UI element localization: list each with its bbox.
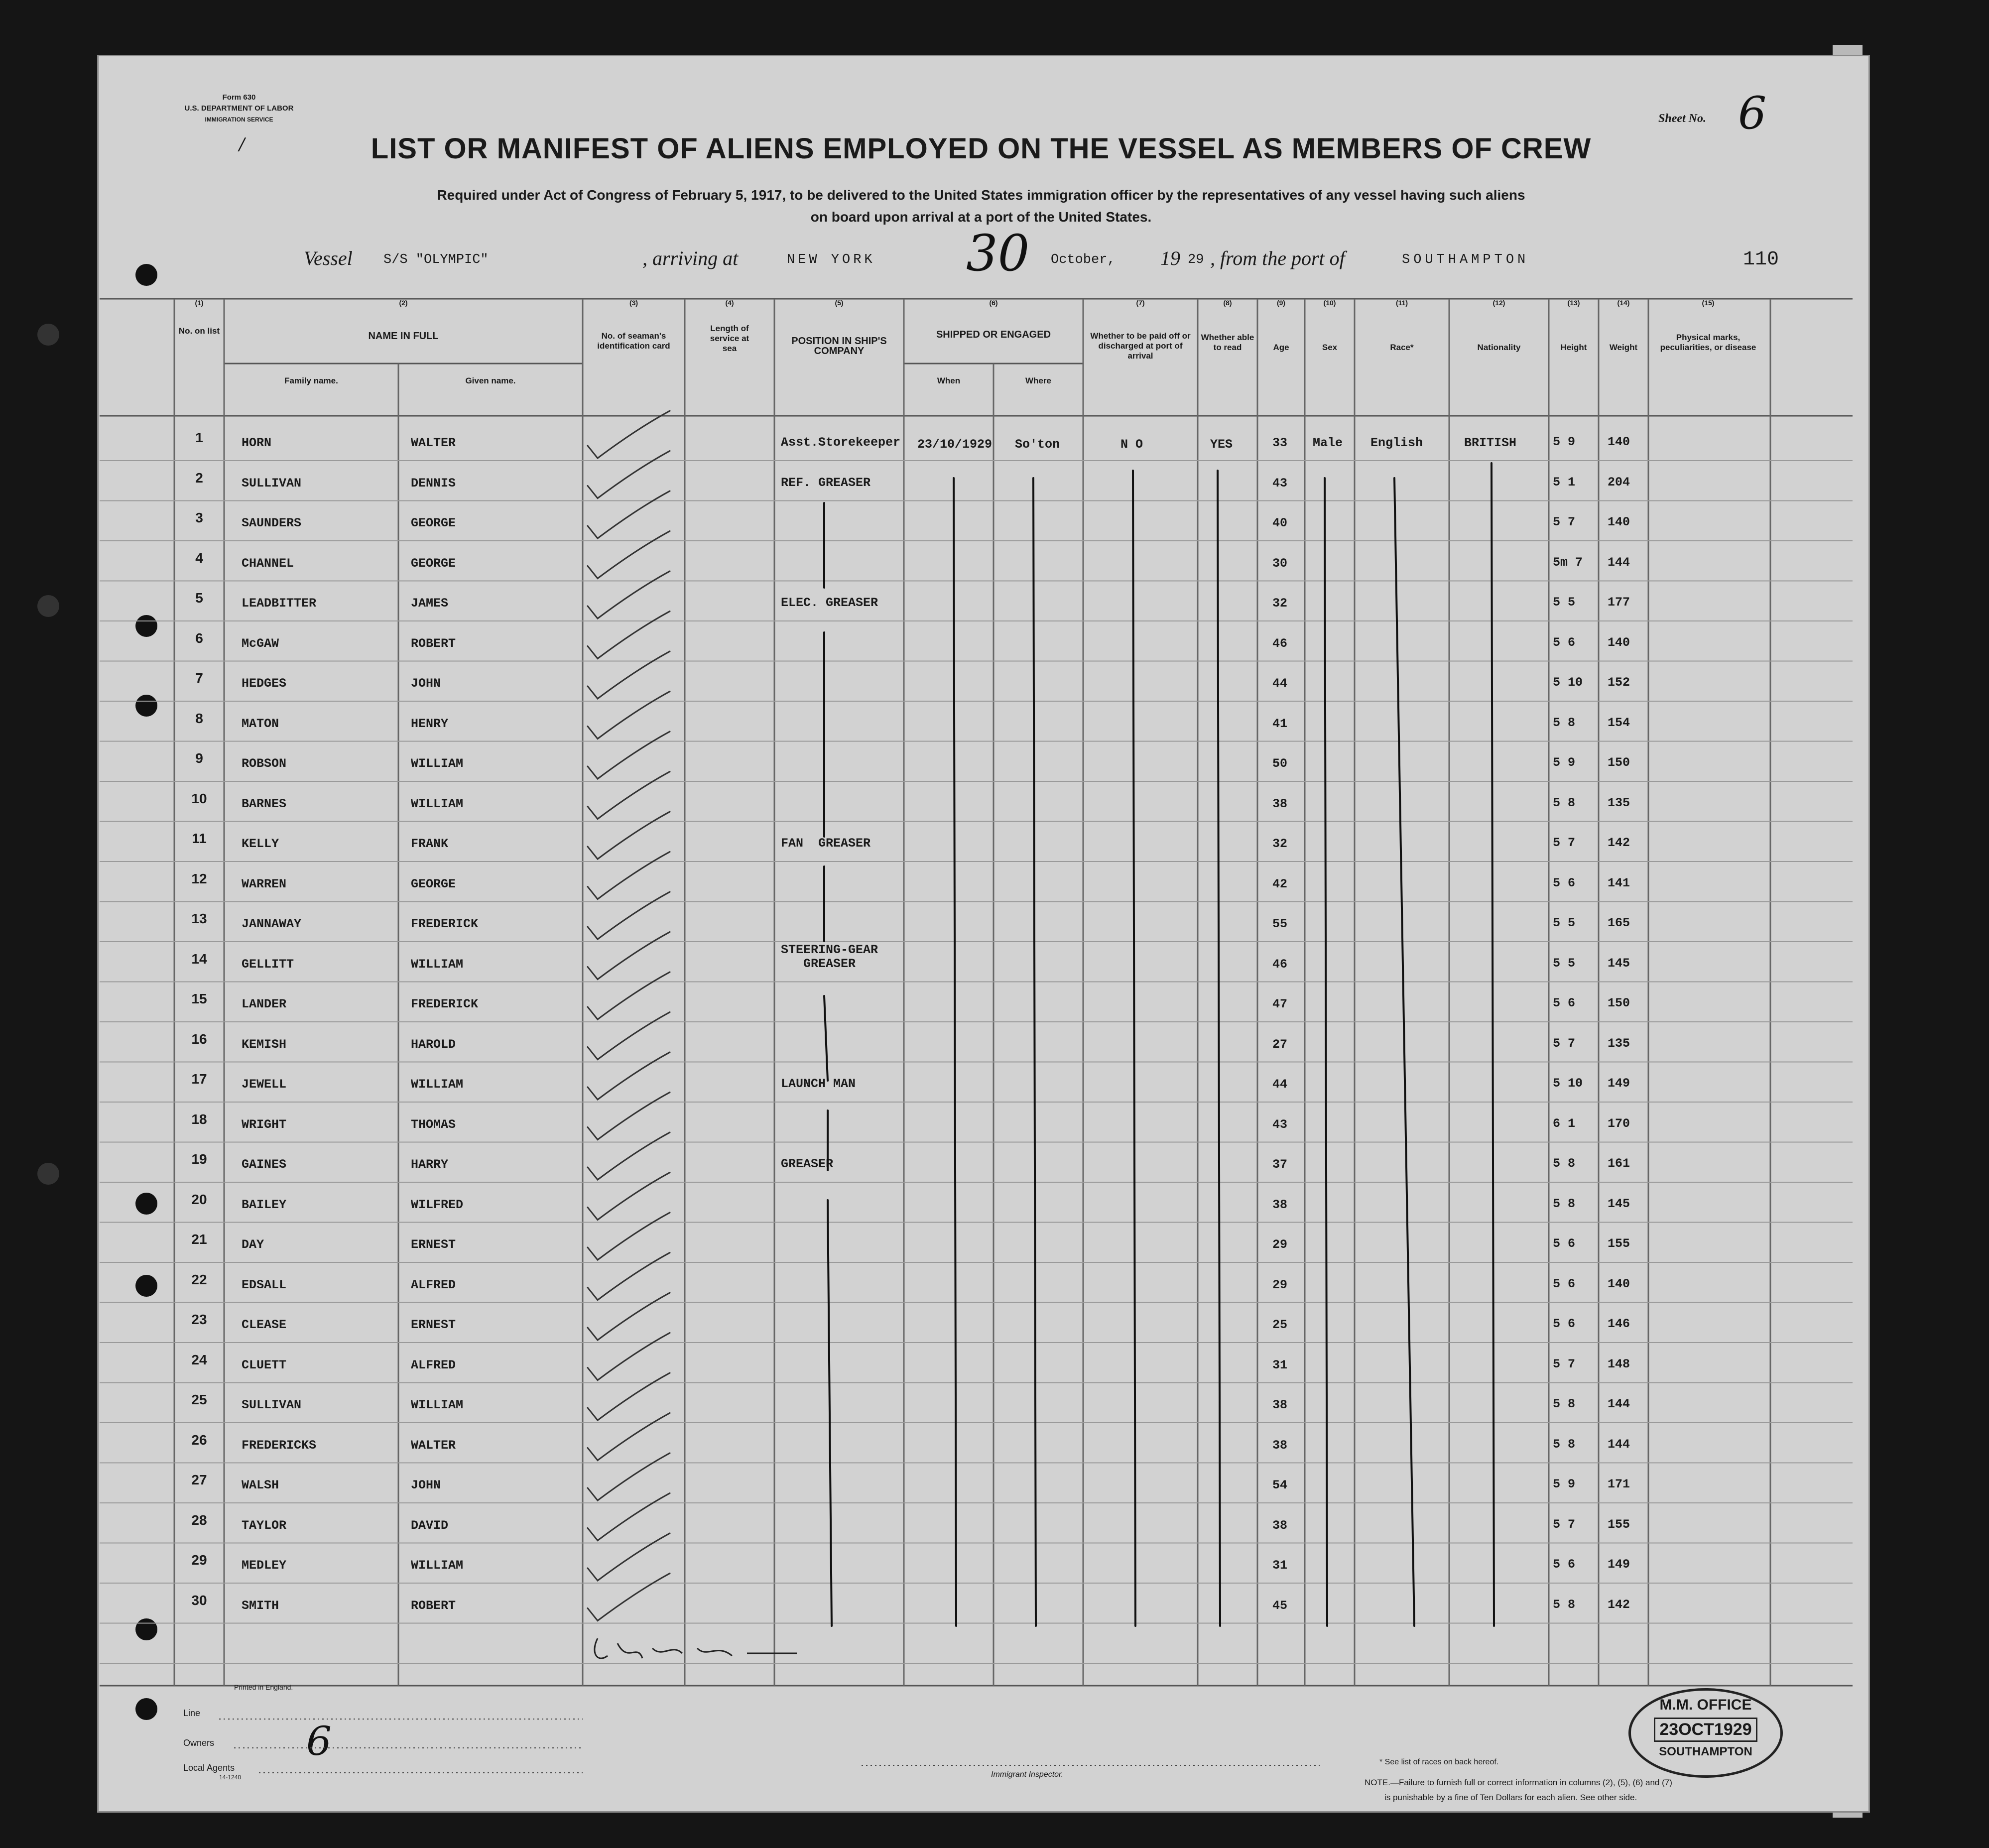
col-5-number: (5) — [835, 299, 844, 307]
family-name: BARNES — [242, 796, 287, 811]
office-stamp — [1628, 1688, 1783, 1778]
weight: 135 — [1608, 795, 1630, 810]
age: 31 — [1272, 1357, 1288, 1372]
height: 5 8 — [1553, 1437, 1576, 1452]
col-6-label: SHIPPED OR ENGAGED — [936, 329, 1051, 340]
family-name: WALSH — [242, 1478, 279, 1492]
height: 5 7 — [1553, 1517, 1576, 1532]
given-name: JOHN — [411, 676, 441, 691]
sheet-number: 6 — [1738, 87, 1767, 139]
col-8-number: (8) — [1223, 299, 1232, 307]
arrival-port: NEW YORK — [787, 252, 875, 267]
given-name: WALTER — [411, 436, 456, 450]
age: 45 — [1272, 1598, 1288, 1613]
family-name: SMITH — [242, 1598, 279, 1613]
weight: 145 — [1608, 956, 1630, 971]
height: 5 10 — [1553, 675, 1583, 690]
height: 5 5 — [1553, 916, 1576, 930]
weight: 144 — [1608, 1437, 1630, 1452]
row-number: 30 — [191, 1592, 207, 1608]
row-number: 24 — [191, 1352, 207, 1367]
given-name: HARRY — [411, 1157, 449, 1172]
age: 29 — [1272, 1237, 1288, 1252]
row-number: 23 — [191, 1312, 207, 1327]
nationality: BRITISH — [1464, 436, 1517, 450]
given-name: WILLIAM — [411, 957, 464, 972]
col-14-label: Weight — [1609, 343, 1638, 352]
height: 5m 7 — [1553, 555, 1583, 570]
col-1-label: No. on list — [178, 326, 220, 336]
col-2-number: (2) — [399, 299, 408, 307]
vessel-label: Vessel — [304, 247, 353, 269]
given-name: WILLIAM — [411, 1077, 464, 1092]
service: IMMIGRATION SERVICE — [205, 116, 273, 123]
family-name: KEMISH — [242, 1037, 287, 1052]
from-label: , from the port of — [1210, 247, 1345, 269]
height: 5 9 — [1553, 755, 1576, 770]
able-to-read: YES — [1210, 437, 1233, 452]
age: 43 — [1272, 1117, 1288, 1132]
family-name: ROBSON — [242, 756, 287, 771]
row-number: 15 — [191, 991, 207, 1006]
agents-number: 6 — [306, 1718, 332, 1764]
row-number: 2 — [195, 470, 203, 486]
tick-mark: / — [239, 134, 245, 154]
age: 40 — [1272, 516, 1288, 530]
weight: 171 — [1608, 1477, 1630, 1491]
weight: 204 — [1608, 475, 1630, 490]
weight: 154 — [1608, 715, 1630, 730]
given-name: WILLIAM — [411, 756, 464, 771]
row-number: 12 — [191, 870, 207, 886]
weight: 135 — [1608, 1036, 1630, 1051]
agents-label: Local Agents — [183, 1763, 235, 1773]
race: English — [1370, 436, 1423, 450]
given-name: FREDERICK — [411, 997, 479, 1011]
weight: 145 — [1608, 1196, 1630, 1211]
family-name: GAINES — [242, 1157, 287, 1172]
age: 46 — [1272, 957, 1288, 972]
height: 5 9 — [1553, 435, 1576, 449]
height: 5 1 — [1553, 475, 1576, 490]
position: LAUNCH MAN — [781, 1077, 856, 1091]
year-suffix: 29 — [1188, 252, 1204, 267]
given-name: WILLIAM — [411, 796, 464, 811]
weight: 155 — [1608, 1236, 1630, 1251]
family-name: CHANNEL — [242, 556, 294, 571]
col-12-label: Nationality — [1477, 343, 1521, 352]
height: 5 7 — [1553, 1356, 1576, 1371]
row-number: 10 — [191, 790, 207, 806]
row-number: 22 — [191, 1271, 207, 1287]
vessel-name: S/S "OLYMPIC" — [383, 252, 489, 267]
family-name: WRIGHT — [242, 1117, 287, 1132]
family-name: BAILEY — [242, 1197, 287, 1212]
given-name: WALTER — [411, 1438, 456, 1453]
family-name: FREDERICKS — [242, 1438, 317, 1453]
height: 5 6 — [1553, 996, 1576, 1010]
arriving-label: , arriving at — [642, 247, 739, 269]
weight: 148 — [1608, 1356, 1630, 1371]
age: 38 — [1272, 796, 1288, 811]
arrival-day: 30 — [966, 224, 1030, 282]
weight: 140 — [1608, 1276, 1630, 1291]
subtitle-line-2: on board upon arrival at a port of the United States. — [810, 209, 1152, 225]
age: 33 — [1272, 436, 1288, 450]
age: 44 — [1272, 1077, 1288, 1092]
family-name: MEDLEY — [242, 1558, 287, 1573]
col-10-number: (10) — [1323, 299, 1336, 307]
age: 32 — [1272, 596, 1288, 611]
family-name: HORN — [242, 436, 272, 450]
row-number: 3 — [195, 510, 203, 525]
weight: 155 — [1608, 1517, 1630, 1532]
age: 38 — [1272, 1438, 1288, 1453]
age: 44 — [1272, 676, 1288, 691]
given-name: ROBERT — [411, 636, 456, 651]
height: 5 10 — [1553, 1076, 1583, 1091]
age: 38 — [1272, 1398, 1288, 1412]
age: 54 — [1272, 1478, 1288, 1492]
given-name: JAMES — [411, 596, 449, 611]
col-7-label: Whether to be paid off or discharged at port of arrival — [1090, 331, 1191, 361]
form-code: 14-1240 — [219, 1774, 242, 1781]
height: 5 8 — [1553, 1397, 1576, 1411]
printed-note: Printed in England. — [234, 1683, 293, 1691]
col-10-label: Sex — [1322, 343, 1338, 352]
family-name: GELLITT — [242, 957, 294, 972]
weight: 144 — [1608, 1397, 1630, 1411]
row-number: 14 — [191, 951, 207, 967]
weight: 142 — [1608, 836, 1630, 850]
row-number: 11 — [192, 831, 207, 846]
races-note: * See list of races on back hereof. — [1379, 1758, 1499, 1766]
weight: 140 — [1608, 635, 1630, 650]
col-14-number: (14) — [1617, 299, 1630, 307]
col-given-label: Given name. — [465, 376, 516, 385]
age: 27 — [1272, 1037, 1288, 1052]
sheet-label: Sheet No. — [1658, 112, 1706, 125]
row-number: 17 — [191, 1071, 207, 1087]
shipped-when: 23/10/1929 — [917, 437, 993, 452]
position: ELEC. GREASER — [781, 596, 878, 610]
row-number: 13 — [191, 911, 207, 926]
age: 43 — [1272, 476, 1288, 491]
reference-number: 110 — [1743, 248, 1779, 271]
age: 31 — [1272, 1558, 1288, 1573]
shipped-where: So'ton — [1015, 437, 1060, 452]
row-number: 4 — [195, 550, 203, 566]
family-name: CLEASE — [242, 1318, 287, 1332]
height: 5 8 — [1553, 1156, 1576, 1171]
row-number: 28 — [191, 1512, 207, 1528]
given-name: GEORGE — [411, 516, 456, 530]
age: 32 — [1272, 837, 1288, 851]
col-11-label: Race* — [1390, 343, 1414, 352]
col-where-label: Where — [1025, 376, 1051, 385]
height: 5 6 — [1553, 635, 1576, 650]
family-name: MATON — [242, 716, 279, 731]
given-name: GEORGE — [411, 876, 456, 891]
fine-note-1: NOTE.—Failure to furnish full or correct information in columns (2), (5), (6) and (7) — [1365, 1778, 1672, 1787]
height: 5 6 — [1553, 1276, 1576, 1291]
height: 6 1 — [1553, 1116, 1576, 1131]
family-name: McGAW — [242, 636, 279, 651]
height: 5 6 — [1553, 1317, 1576, 1331]
age: 50 — [1272, 756, 1288, 771]
row-number: 21 — [191, 1232, 207, 1247]
weight: 141 — [1608, 875, 1630, 890]
weight: 142 — [1608, 1597, 1630, 1612]
family-name: CLUETT — [242, 1357, 287, 1372]
age: 38 — [1272, 1197, 1288, 1212]
col-3-number: (3) — [629, 299, 638, 307]
given-name: GEORGE — [411, 556, 456, 571]
col-9-number: (9) — [1276, 299, 1286, 307]
row-number: 8 — [195, 710, 203, 726]
age: 30 — [1272, 556, 1288, 571]
height: 5 7 — [1553, 836, 1576, 850]
row-number: 1 — [195, 430, 203, 445]
col-1-number: (1) — [195, 299, 204, 307]
position: REF. GREASER — [781, 475, 871, 490]
family-name: SAUNDERS — [242, 516, 302, 530]
col-4-label: Length of service at sea — [710, 324, 749, 353]
given-name: ALFRED — [411, 1357, 456, 1372]
row-number: 7 — [195, 670, 203, 686]
weight: 150 — [1608, 755, 1630, 770]
family-name: LANDER — [242, 997, 287, 1011]
col-15-number: (15) — [1702, 299, 1715, 307]
col-15-label: Physical marks, peculiarities, or disease — [1660, 333, 1756, 352]
height: 5 6 — [1553, 875, 1576, 890]
sex: Male — [1313, 436, 1343, 450]
age: 37 — [1272, 1157, 1288, 1172]
year-prefix: 19 — [1160, 247, 1180, 269]
age: 46 — [1272, 636, 1288, 651]
family-name: KELLY — [242, 837, 279, 851]
position: GREASER — [781, 1157, 834, 1171]
departure-port: SOUTHAMPTON — [1402, 252, 1529, 267]
form-number: Form 630 — [222, 93, 256, 102]
line-label: Line — [183, 1708, 201, 1718]
col-2-label: NAME IN FULL — [368, 331, 439, 342]
weight: 150 — [1608, 996, 1630, 1010]
weight: 170 — [1608, 1116, 1630, 1131]
weight: 149 — [1608, 1557, 1630, 1572]
age: 41 — [1272, 716, 1288, 731]
subtitle-line-1: Required under Act of Congress of February 5, 1917, to be delivered to the United States immigration officer by the representatives of any vessel having such aliens — [437, 187, 1525, 203]
stamp-date: 23OCT1929 — [1654, 1718, 1757, 1742]
position: STEERING-GEAR GREASER — [781, 942, 878, 971]
age: 25 — [1272, 1318, 1288, 1332]
stamp-bottom: SOUTHAMPTON — [1659, 1745, 1752, 1758]
height: 5 8 — [1553, 1597, 1576, 1612]
col-12-number: (12) — [1492, 299, 1505, 307]
given-name: WILFRED — [411, 1197, 464, 1212]
height: 5 7 — [1553, 515, 1576, 529]
row-number: 9 — [195, 750, 203, 766]
family-name: DAY — [242, 1237, 264, 1252]
row-number: 26 — [191, 1432, 207, 1448]
age: 55 — [1272, 917, 1288, 931]
given-name: WILLIAM — [411, 1398, 464, 1412]
height: 5 6 — [1553, 1236, 1576, 1251]
age: 47 — [1272, 997, 1288, 1011]
age: 42 — [1272, 876, 1288, 891]
given-name: HAROLD — [411, 1037, 456, 1052]
family-name: SULLIVAN — [242, 476, 302, 491]
col-13-label: Height — [1560, 343, 1587, 352]
given-name: HENRY — [411, 716, 449, 731]
weight: 177 — [1608, 595, 1630, 610]
inspector-label: Immigrant Inspector. — [991, 1770, 1064, 1779]
given-name: WILLIAM — [411, 1558, 464, 1573]
family-name: LEADBITTER — [242, 596, 317, 611]
family-name: JANNAWAY — [242, 917, 302, 931]
weight: 140 — [1608, 515, 1630, 529]
height: 5 7 — [1553, 1036, 1576, 1051]
col-7-number: (7) — [1136, 299, 1145, 307]
given-name: ERNEST — [411, 1237, 456, 1252]
weight: 165 — [1608, 916, 1630, 930]
col-3-label: No. of seaman's identification card — [597, 331, 670, 351]
age: 38 — [1272, 1518, 1288, 1533]
height: 5 8 — [1553, 715, 1576, 730]
row-number: 6 — [195, 630, 203, 646]
given-name: FREDERICK — [411, 917, 479, 931]
height: 5 6 — [1553, 1557, 1576, 1572]
weight: 161 — [1608, 1156, 1630, 1171]
family-name: WARREN — [242, 876, 287, 891]
given-name: DAVID — [411, 1518, 449, 1533]
height: 5 8 — [1553, 795, 1576, 810]
owners-label: Owners — [183, 1738, 215, 1748]
col-9-label: Age — [1273, 343, 1289, 352]
given-name: ERNEST — [411, 1318, 456, 1332]
family-name: HEDGES — [242, 676, 287, 691]
col-when-label: When — [937, 376, 961, 385]
given-name: DENNIS — [411, 476, 456, 491]
weight: 152 — [1608, 675, 1630, 690]
row-number: 16 — [191, 1031, 207, 1047]
given-name: JOHN — [411, 1478, 441, 1492]
row-number: 20 — [191, 1191, 207, 1207]
given-name: FRANK — [411, 837, 449, 851]
paid-off: N O — [1120, 437, 1143, 452]
row-number: 19 — [191, 1151, 207, 1167]
age: 29 — [1272, 1277, 1288, 1292]
col-6-number: (6) — [989, 299, 998, 307]
height: 5 8 — [1553, 1196, 1576, 1211]
family-name: JEWELL — [242, 1077, 287, 1092]
arrival-month: October, — [1051, 252, 1116, 267]
weight: 144 — [1608, 555, 1630, 570]
height: 5 5 — [1553, 595, 1576, 610]
weight: 140 — [1608, 435, 1630, 449]
family-name: SULLIVAN — [242, 1398, 302, 1412]
manifest-title: LIST OR MANIFEST OF ALIENS EMPLOYED ON THE VESSEL AS MEMBERS OF CREW — [371, 132, 1592, 165]
fine-note-2: is punishable by a fine of Ten Dollars for each alien. See other side. — [1384, 1793, 1637, 1802]
weight: 146 — [1608, 1317, 1630, 1331]
position: Asst.Storekeeper — [781, 435, 901, 450]
row-number: 18 — [191, 1111, 207, 1127]
col-family-label: Family name. — [284, 376, 338, 385]
weight: 149 — [1608, 1076, 1630, 1091]
department: U.S. DEPARTMENT OF LABOR — [184, 104, 294, 113]
height: 5 5 — [1553, 956, 1576, 971]
stamp-top: M.M. OFFICE — [1659, 1697, 1752, 1713]
col-5-label: POSITION IN SHIP'S COMPANY — [791, 336, 887, 357]
row-number: 27 — [191, 1472, 207, 1487]
col-8-label: Whether able to read — [1201, 333, 1254, 352]
family-name: TAYLOR — [242, 1518, 287, 1533]
height: 5 9 — [1553, 1477, 1576, 1491]
given-name: ALFRED — [411, 1277, 456, 1292]
row-number: 29 — [191, 1552, 207, 1568]
given-name: THOMAS — [411, 1117, 456, 1132]
row-number: 5 — [195, 590, 203, 606]
col-13-number: (13) — [1567, 299, 1580, 307]
col-4-number: (4) — [725, 299, 734, 307]
col-11-number: (11) — [1395, 299, 1408, 307]
position: FAN GREASER — [781, 836, 871, 851]
row-number: 25 — [191, 1392, 207, 1407]
given-name: ROBERT — [411, 1598, 456, 1613]
family-name: EDSALL — [242, 1277, 287, 1292]
